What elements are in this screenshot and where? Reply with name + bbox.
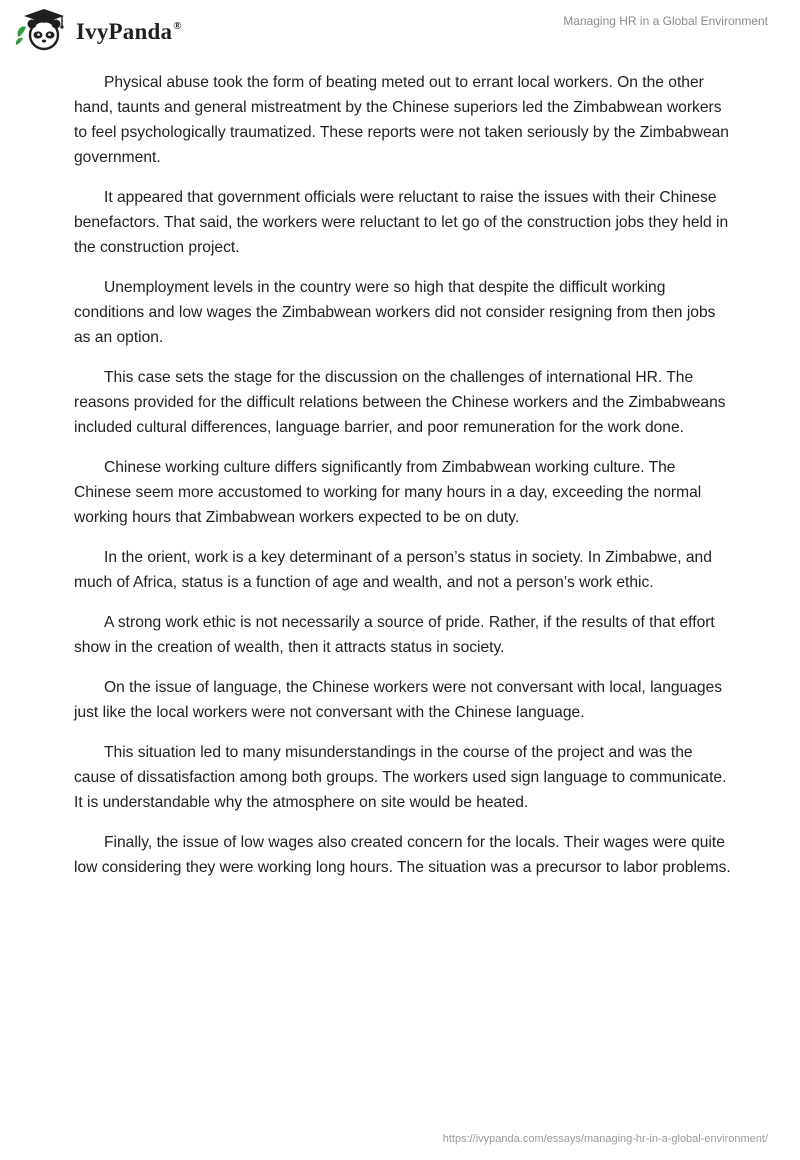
brand-text: IvyPanda [76,19,173,44]
paragraph: It appeared that government officials were reluctant to raise the issues with their Chinese benefactors. That said, the workers were reluctant to let go of the construction jobs they held in the construction project. [74,189,729,256]
paragraph: A strong work ethic is not necessarily a source of pride. Rather, if the results of that effort show in the creation of wealth, then it attracts status in society. [74,614,715,656]
paragraph: This case sets the stage for the discussion on the challenges of international HR. The reasons provided for the difficult relations between the Chinese workers and the Zimbabweans included cultural differences, language barrier, and poor remuneration for the work done. [74,369,726,436]
brand-name [76,19,182,45]
page-header [0,0,800,60]
paragraph: On the issue of language, the Chinese workers were not conversant with local, languages just like the local workers were not conversant with the Chinese language. [74,679,723,721]
paragraph: Chinese working culture differs significantly from Zimbabwean working culture. The Chinese seem more accustomed to working for many hours in a day, exceeding the normal working hours that Zimbabwean workers expected to be on duty. [74,459,702,526]
paragraph: Physical abuse took the form of beating meted out to errant local workers. On the other hand, taunts and general mistreatment by the Chinese superiors led the Zimbabwean workers to feel psychologically traumatized. These reports were not taken seriously by the Zimbabwean government. [74,74,729,166]
panda-graduation-cap-icon [14,7,72,53]
ivypanda-logo[interactable] [14,8,182,52]
paragraph: Finally, the issue of low wages also created concern for the locals. Their wages were quite low considering they were working long hours. The situation was a precursor to labor problems. [74,834,731,876]
paragraph: In the orient, work is a key determinant of a person’s status in society. In Zimbabwe, and much of Africa, status is a function of age and wealth, and not a person’s work ethic. [74,549,712,591]
document-title: Managing HR in a Global Environment [563,14,768,28]
source-url-link[interactable]: https://ivypanda.com/essays/managing-hr-in-a-global-environment/ [442,1133,768,1145]
essay-body [74,70,734,895]
registered-mark: ® [173,20,182,32]
paragraph: Unemployment levels in the country were so high that despite the difficult working conditions and low wages the Zimbabwean workers did not consider resigning from then jobs as an option. [74,279,716,346]
paragraph: This situation led to many misunderstandings in the course of the project and was the cause of dissatisfaction among both groups. The workers used sign language to communicate. It is understandable why the atmosphere on site would be heated. [74,744,727,811]
